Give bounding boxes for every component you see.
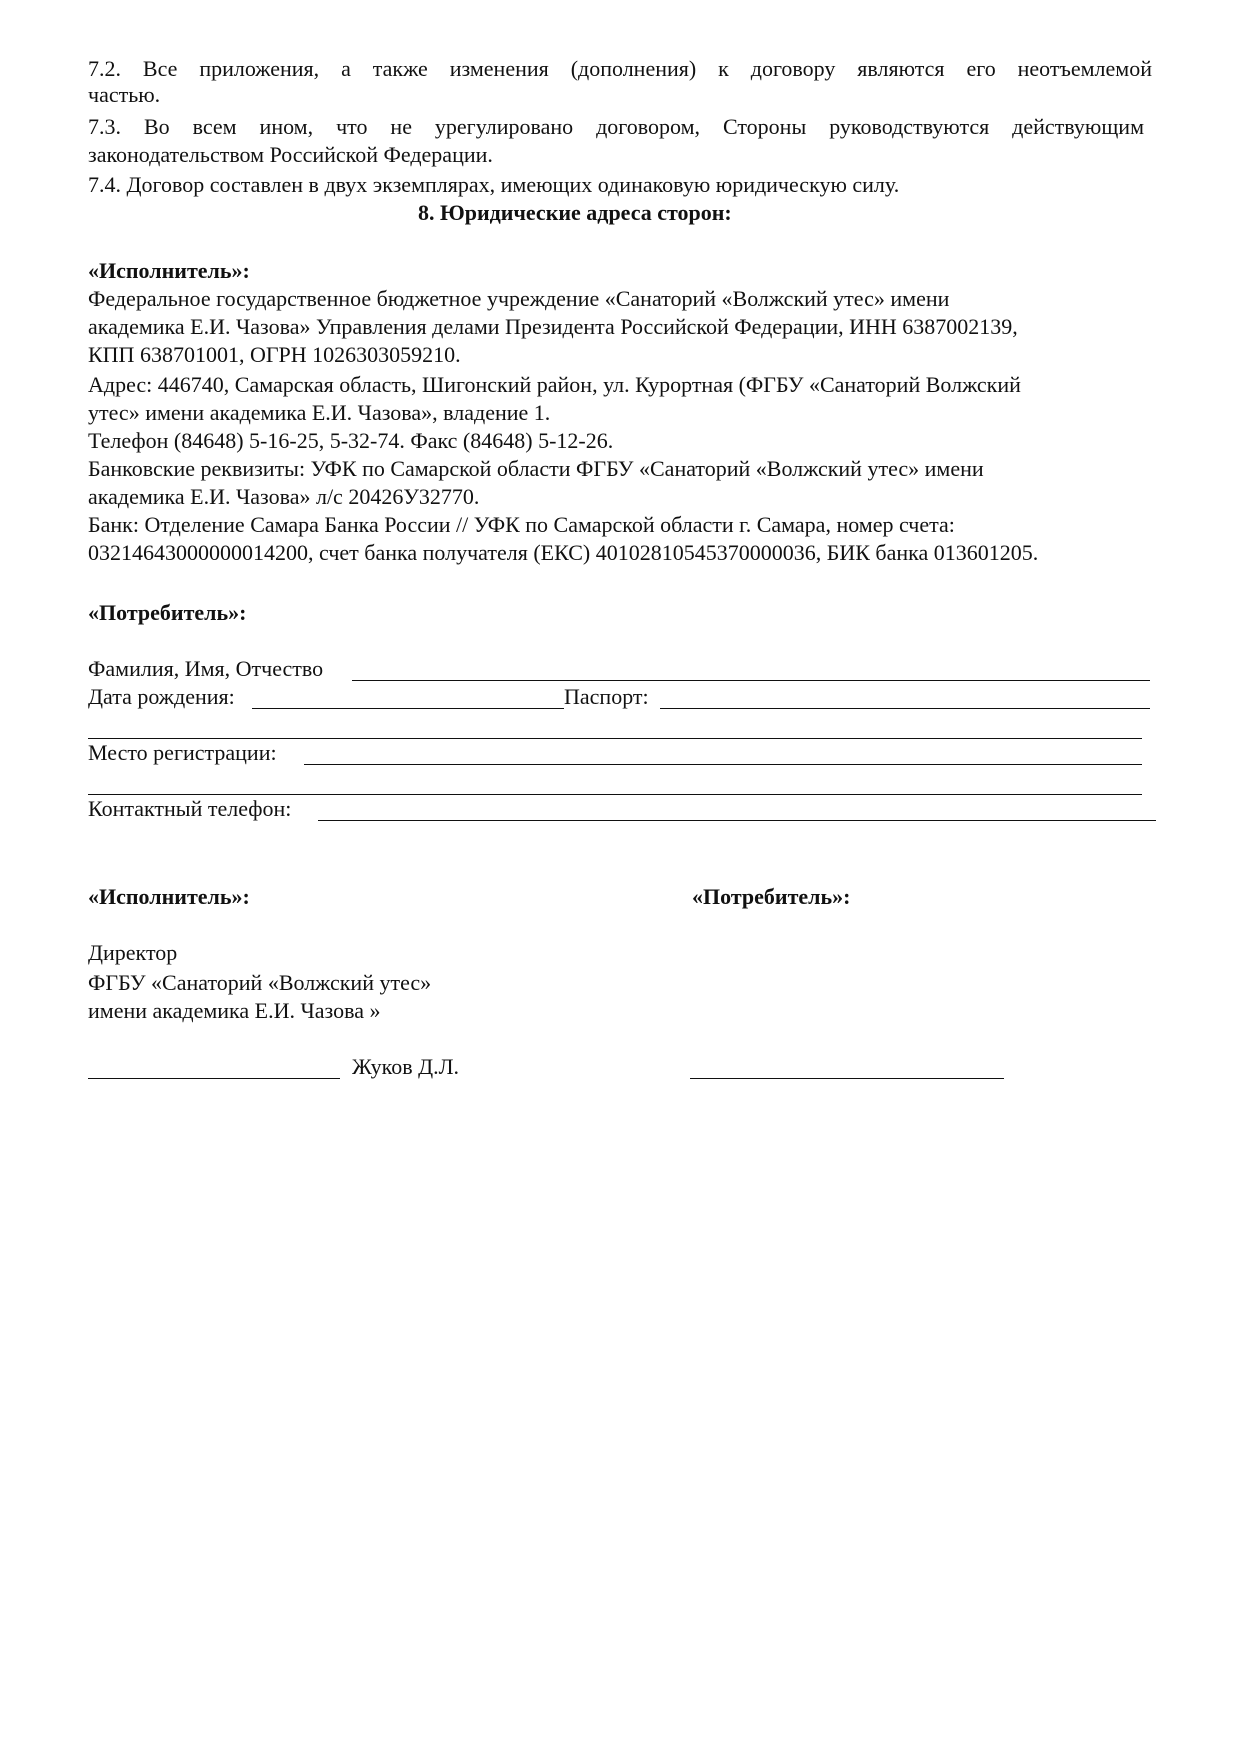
executor-title: «Исполнитель»: (88, 258, 250, 283)
signatory-position-line-2: ФГБУ «Санаторий «Волжский утес» (88, 970, 432, 995)
executor-phone: Телефон (84648) 5-16-25, 5-32-74. Факс (84648) 5-12-26. (88, 428, 614, 453)
passport-field-line (660, 708, 1150, 709)
executor-signatory-name: Жуков Д.Л. (352, 1054, 460, 1079)
executor-address-line-1: Адрес: 446740, Самарская область, Шигонский район, ул. Курортная (ФГБУ «Санаторий Волжский (88, 372, 1021, 397)
section-8-heading: 8. Юридические адреса сторон: (418, 200, 732, 225)
signature-executor-title: «Исполнитель»: (88, 884, 250, 909)
registration-label: Место регистрации: (88, 740, 277, 765)
executor-line-2: академика Е.И. Чазова» Управления делами Президента Российской Федерации, ИНН 6387002139, (88, 314, 1018, 339)
phone-field-line (318, 820, 1156, 821)
executor-bank-line-2: 03214643000000014200, счет банка получателя (ЕКС) 40102810545370000036, БИК банка 013601205. (88, 540, 1039, 565)
clause-7-4: 7.4. Договор составлен в двух экземплярах, имеющих одинаковую юридическую силу. (88, 172, 900, 197)
dob-label: Дата рождения: (88, 684, 235, 709)
passport-label: Паспорт: (564, 684, 649, 709)
executor-line-3: КПП 638701001, ОГРН 1026303059210. (88, 342, 461, 367)
executor-line-1: Федеральное государственное бюджетное учреждение «Санаторий «Волжский утес» имени (88, 286, 950, 311)
executor-bank-line-1: Банк: Отделение Самара Банка России // УФК по Самарской области г. Самара, номер счета: (88, 512, 955, 537)
clause-7-2-line-1: 7.2. Все приложения, а также изменения (дополнения) к договору являются его неотъемлемой (88, 56, 1152, 81)
registration-field-line (304, 764, 1142, 765)
executor-address-line-2: утес» имени академика Е.И. Чазова», владение 1. (88, 400, 551, 425)
signature-consumer-title: «Потребитель»: (692, 884, 851, 909)
signatory-position-line-3: имени академика Е.И. Чазова » (88, 998, 381, 1023)
executor-bank-details-line-1: Банковские реквизиты: УФК по Самарской области ФГБУ «Санаторий «Волжский утес» имени (88, 456, 984, 481)
signatory-position-line-1: Директор (88, 940, 178, 965)
dob-field-line (252, 708, 564, 709)
blank-field-line-1 (88, 738, 1142, 739)
consumer-signature-line (690, 1078, 1004, 1079)
fio-label: Фамилия, Имя, Отчество (88, 656, 324, 681)
clause-7-3-line-1: 7.3. Во всем ином, что не урегулировано договором, Стороны руководствуются действующим (88, 114, 1144, 139)
clause-7-2-line-2: частью. (88, 82, 161, 107)
phone-label: Контактный телефон: (88, 796, 292, 821)
blank-field-line-2 (88, 794, 1142, 795)
fio-field-line (352, 680, 1150, 681)
clause-7-3-line-2: законодательством Российской Федерации. (88, 142, 493, 167)
consumer-title: «Потребитель»: (88, 600, 247, 625)
executor-signature-line (88, 1078, 340, 1079)
executor-bank-details-line-2: академика Е.И. Чазова» л/с 20426У32770. (88, 484, 480, 509)
